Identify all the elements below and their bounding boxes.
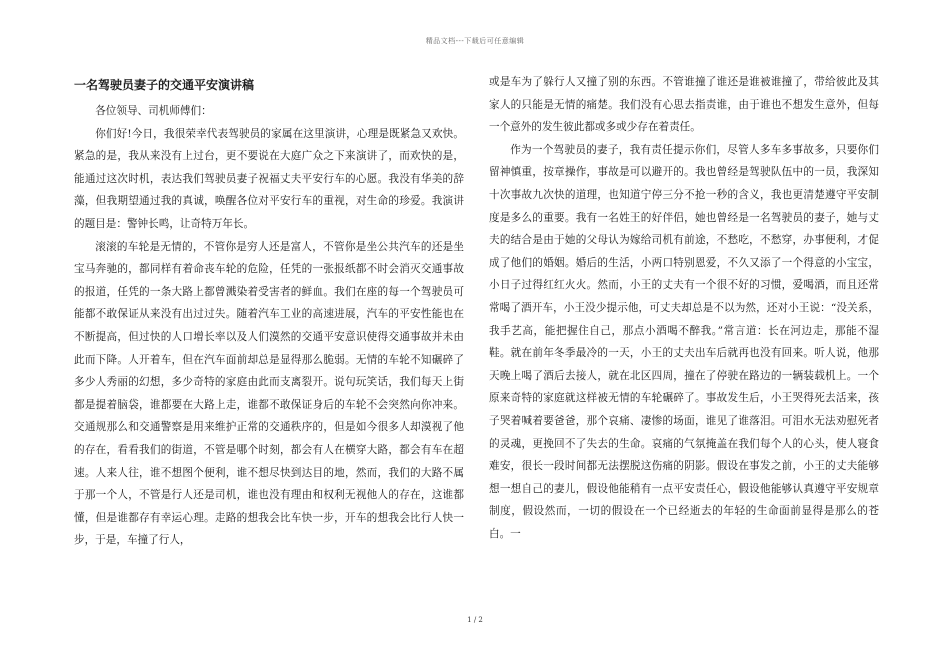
document-title: 一名驾驶员妻子的交通平安演讲稿 <box>74 78 255 92</box>
body-paragraph: 你们好!今日，我很荣幸代表驾驶员的家属在这里演讲，心理是既紧急又欢快。紧急的是，我从来没有上过台，更不要说在大庭广众之下来演讲了，而欢快的是，能通过这次时机，表达我们驾驶员妻子祝福丈夫平安行车的心愿。我没有华美的辞藻，但我期望通过我的真诚，唤醒各位对平安行车的重视，对生命的珍爱。我演讲的题目是：警钟长鸣，让奇特万年长。 <box>74 127 464 230</box>
body-paragraph: 作为一个驾驶员的妻子，我有责任提示你们，尽管人多车多事故多，只要你们留神慎重，按章操作，事故是可以避开的。我也曾经是驾驶队伍中的一员，我深知十次事故九次快的道理，也知道宁停三分不抢一秒的含义，我也更清楚遵守平安制度是多么的重要。我有一名姓王的好伴侣，她也曾经是一名驾驶员的妻子，她与丈夫的结合是由于她的父母认为嫁给司机有前途，不愁吃，不愁穿，办事便利，才促成了他们的婚姻。婚后的生活，小两口特别恩爱，不久又添了一个得意的小宝宝，小日子过得红红火火。然而，小王的丈夫有一个很不好的习惯，爱喝酒，而且还常常喝了酒开车，小王没少提示他，可丈夫却总是不以为然，还对小王说：“没关系，我手艺高，能把握住自己，那点小酒喝不醉我。”常言道：长在河边走，那能不湿鞋。就在前年冬季最冷的一天，小王的丈夫出车后就再也没有回来。听人说，他那天晚上喝了酒后去接人，就在北区四周，撞在了停驶在路边的一辆装载机上。一个原来奇特的家庭就这样被无情的车轮碾碎了。事故发生后，小王哭得死去活来，孩子哭着喊着要爸爸，那个哀痛、凄惨的场面，谁见了谁落泪。可泪水无法劝慰死者的灵魂，更挽回不了失去的生命。哀痛的气氛掩盖在我们每个人的心头，使人寝食难安，很长一段时间都无法摆脱这伤痛的阴影。假设在事发之前，小王的丈夫能够想一想自己的妻儿，假设他能稍有一点平安责任心，假设他能够认真遵守平安规章制度，假设然而，一切的假设在一个已经逝去的年轻的生命面前显得是那么的苍白。一 <box>489 143 879 540</box>
salutation-paragraph: 各位领导、司机师傅们： <box>95 105 212 117</box>
page-number: 1 / 2 <box>467 616 483 624</box>
left-column <box>74 71 464 552</box>
page-header: 精品文档---下载后可任意编辑 <box>425 37 525 45</box>
right-column <box>489 71 879 545</box>
body-paragraph: 滚滚的车轮是无情的，不管你是穷人还是富人，不管你是坐公共汽车的还是坐宝马奔驰的，都同样有着命丧车轮的危险，任凭的一张报纸都不时会消灭交通事故的报道，任凭的一条大路上都曾溅染着受害者的鲜血。我们在座的每一个驾驶员可能都不敢保证从来没有出过过失。随着汽车工业的高速进展，汽车的平安性能也在不断提高，但过快的人口增长率以及人们漠然的交通平安意识使得交通事故并未由此而下降。人开着车，但在汽车面前却总是显得那么脆弱。无情的车轮不知碾碎了多少人秀丽的幻想，多少奇特的家庭由此而支离裂开。说句玩笑话，我们每天上街都是提着脑袋，谁都要在大路上走，谁都不敢保证身后的车轮不会突然向你冲来。交通规那么和交通警察是用来维护正常的交通秩序的，但是如今很多人却漠视了他的存在，看看我们的街道，不管是哪个时刻，都会有人在横穿大路，都会有车在超速。人来人往，谁不想图个便利，谁不想尽快到达目的地，然而，我们的大路不属于那一个人，不管是行人还是司机，谁也没有理由和权利无视他人的存在，这谁都懂，但是谁都存有幸运心理。走路的想我会比车快一步，开车的想我会比行人快一步，于是，车撞了行人， <box>74 240 464 547</box>
body-paragraph-continued: 或是车为了躲行人又撞了别的东西。不管谁撞了谁还是谁被谁撞了，带给彼此及其家人的只能是无情的痛楚。我们没有心思去指责谁，由于谁也不想发生意外，但每一个意外的发生彼此都或多或少存在着责任。 <box>489 76 879 134</box>
